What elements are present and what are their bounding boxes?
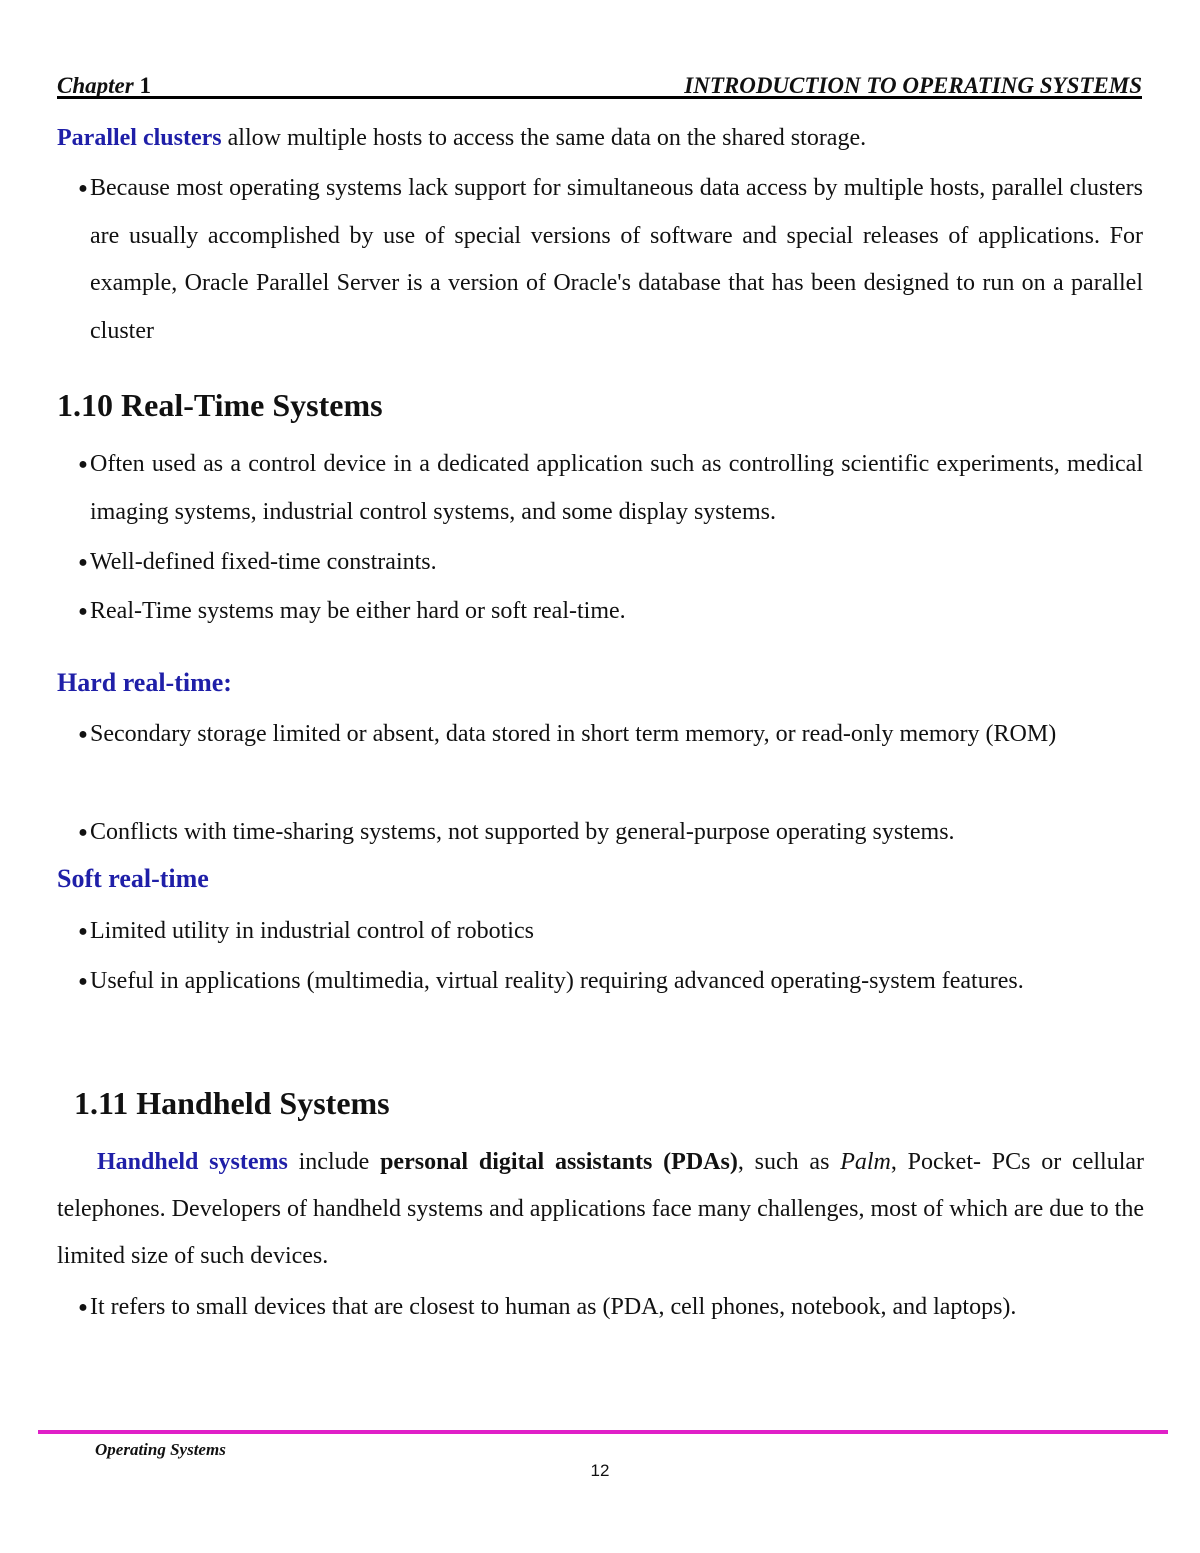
bullet-dot-icon: ● xyxy=(78,923,88,940)
parallel-term: Parallel clusters xyxy=(57,125,222,151)
hard-realtime-heading: Hard real-time: xyxy=(57,668,232,697)
bullet-dot-icon: ● xyxy=(78,726,88,743)
soft-bullet-text: Useful in applications (multimedia, virtual reality) requiring advanced operating-system features. xyxy=(90,968,1024,994)
bullet-dot-icon: ● xyxy=(78,973,88,990)
handheld-bullet xyxy=(75,1284,1143,1332)
realtime-bullet xyxy=(75,539,1143,587)
hard-bullet-text: Conflicts with time-sharing systems, not supported by general-purpose operating systems. xyxy=(90,819,955,845)
footer-title: Operating Systems xyxy=(95,1440,226,1459)
handheld-paragraph xyxy=(57,1139,1144,1280)
chapter-title: INTRODUCTION TO OPERATING SYSTEMS xyxy=(684,73,1142,98)
parallel-intro xyxy=(57,115,1147,162)
handheld-bullet-text: It refers to small devices that are closest to human as (PDA, cell phones, notebook, and laptops). xyxy=(90,1294,1017,1320)
bullet-dot-icon: ● xyxy=(78,554,88,571)
realtime-bullet xyxy=(75,441,1143,536)
page-number: 12 xyxy=(590,1461,610,1480)
bullet-dot-icon: ● xyxy=(78,456,88,473)
soft-bullet xyxy=(75,908,1143,956)
handheld-text-2: , such as xyxy=(737,1149,841,1175)
soft-realtime-heading: Soft real-time xyxy=(57,864,209,893)
realtime-bullet xyxy=(75,588,1143,636)
realtime-bullet-text: Well-defined fixed-time constraints. xyxy=(90,549,437,575)
parallel-intro-text: allow multiple hosts to access the same data on the shared storage. xyxy=(221,125,867,151)
header-rule xyxy=(57,96,1142,99)
hard-bullet xyxy=(75,711,1143,759)
realtime-bullet-text: Real-Time systems may be either hard or soft real-time. xyxy=(90,598,626,624)
parallel-bullet xyxy=(75,165,1143,355)
hard-bullet xyxy=(75,809,1143,857)
palm-term: Palm xyxy=(840,1149,891,1175)
chapter-word: Chapter xyxy=(57,73,134,98)
soft-bullet xyxy=(75,958,1143,1006)
realtime-heading: 1.10 Real-Time Systems xyxy=(57,387,383,423)
realtime-bullet-text: Often used as a control device in a dedicated application such as controlling scientific experiments, medical imaging systems, industrial control systems, and some display systems. xyxy=(90,451,1143,525)
hard-bullet-text: Secondary storage limited or absent, data stored in short term memory, or read-only memory (ROM) xyxy=(90,721,1057,747)
handheld-heading: 1.11 Handheld Systems xyxy=(74,1085,390,1121)
handheld-term: Handheld systems xyxy=(97,1149,288,1175)
bullet-dot-icon: ● xyxy=(78,824,88,841)
parallel-bullet-text: Because most operating systems lack support for simultaneous data access by multiple hosts, parallel clusters are usually accomplished by use of special versions of software and special releases of applications. For example, Oracle Parallel Server is a version of Oracle's database that has been designed to run on a parallel cluster xyxy=(90,175,1143,344)
handheld-text-1: include xyxy=(287,1149,381,1175)
bullet-dot-icon: ● xyxy=(78,1299,88,1316)
handheld-text-3: , Pocket- PCs or cellular telephones. Developers of handheld systems and applications face many challenges, most of which are due to the limited size of such devices. xyxy=(57,1149,1145,1269)
soft-bullet-text: Limited utility in industrial control of robotics xyxy=(90,918,534,944)
pda-term: personal digital assistants (PDAs) xyxy=(380,1149,738,1175)
bullet-dot-icon: ● xyxy=(78,180,88,197)
footer-rule xyxy=(38,1430,1168,1434)
bullet-dot-icon: ● xyxy=(78,603,88,620)
chapter-number: 1 xyxy=(139,73,151,98)
